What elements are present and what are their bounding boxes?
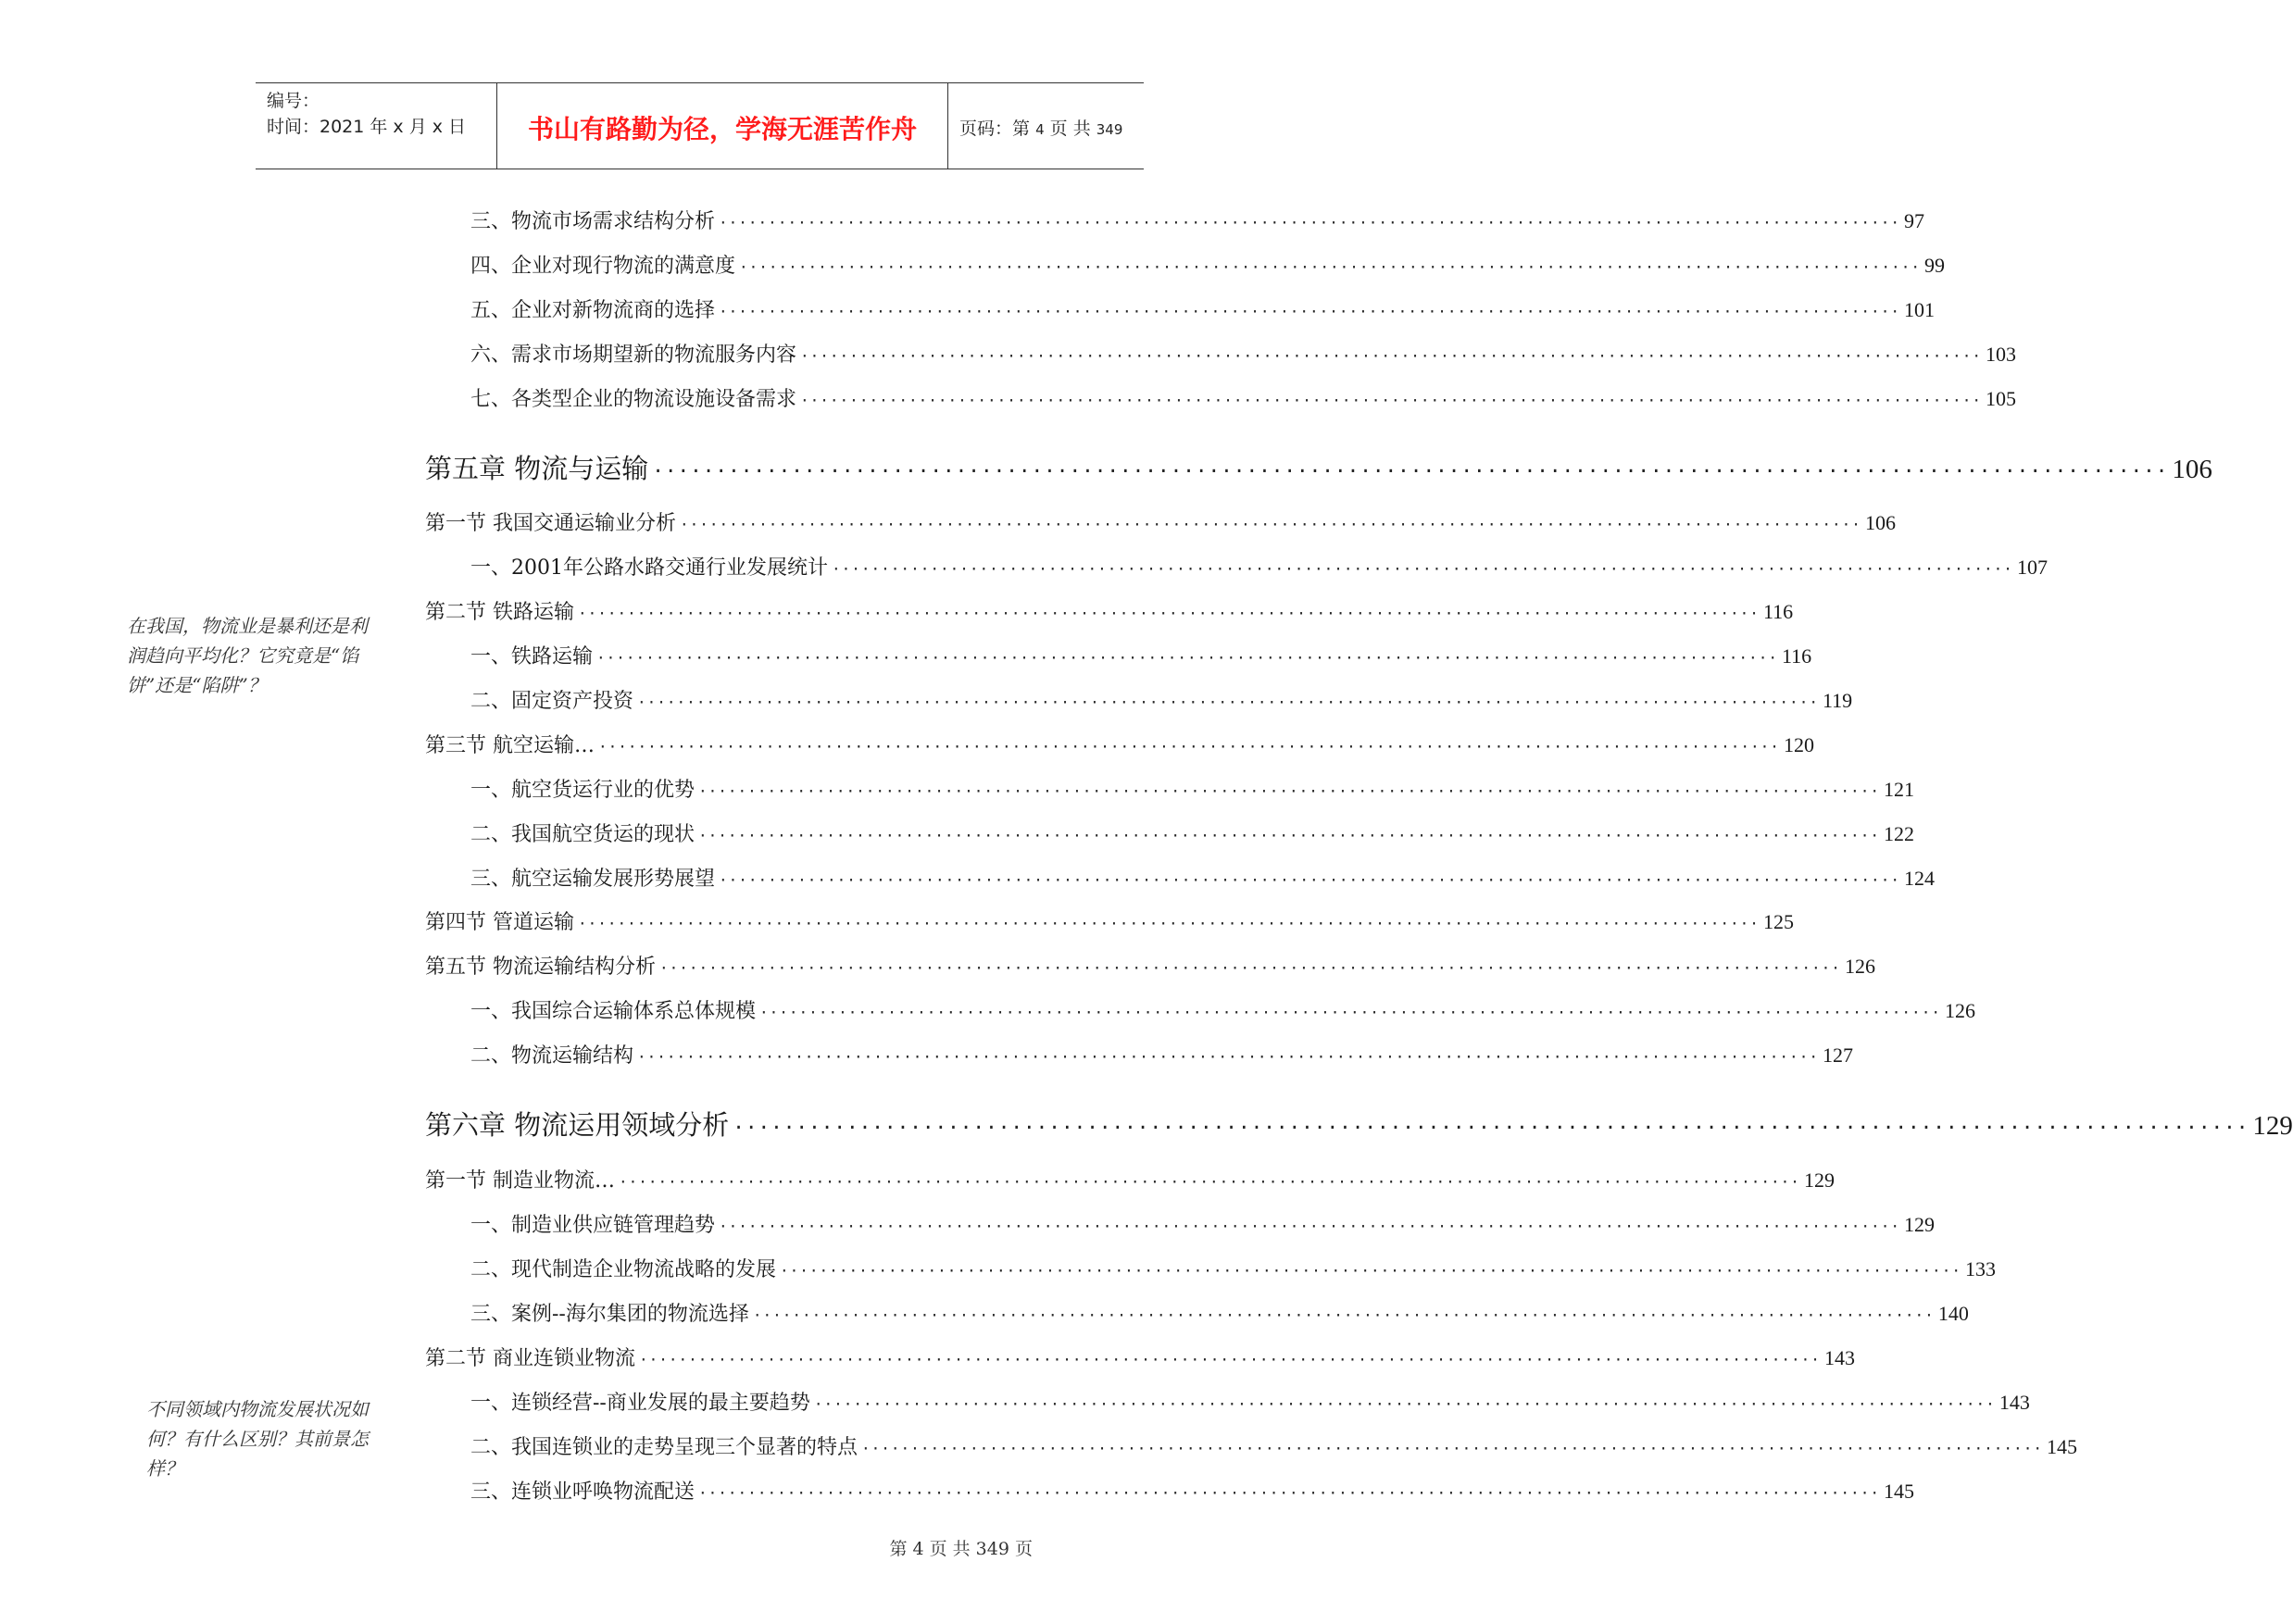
toc-chapter-entry[interactable] [425, 1105, 2293, 1143]
toc-entry-title: 第五章 物流与运输 [425, 453, 649, 484]
toc-entry-title: 第二节 铁路运输 [425, 601, 574, 624]
toc-subsection-entry[interactable] [470, 774, 1914, 803]
header-page-number [959, 115, 1122, 140]
toc-leader-dots: ························································································································ [861, 1440, 2043, 1457]
toc-section-entry[interactable] [425, 596, 1794, 625]
toc-entry-page: 116 [1781, 644, 1812, 668]
toc-entry-title: 一、2001年公路水路交通行业发展统计 [470, 556, 828, 580]
toc-subsection-entry[interactable] [470, 995, 1975, 1024]
toc-leader-dots: ························································································································ [680, 516, 1861, 533]
toc-leader-dots: ························································································································ [652, 460, 2169, 482]
toc-entry-page: 125 [1762, 910, 1794, 933]
toc-subsection-entry[interactable] [470, 1040, 1853, 1068]
toc-entry-page: 145 [1883, 1480, 1914, 1503]
toc-entry-page: 126 [1844, 955, 1875, 978]
toc-entry-title: 五、企业对新物流商的选择 [470, 299, 716, 322]
toc-entry-title: 第六章 物流运用领域分析 [425, 1109, 730, 1141]
toc-entry-title: 一、航空货运行业的优势 [470, 779, 695, 802]
toc-leader-dots: ························································································································ [733, 1117, 2249, 1139]
toc-leader-dots: ························································································································ [578, 915, 1760, 932]
page-prefix: 页码：第 [959, 119, 1031, 139]
toc-entry-page: 101 [1903, 298, 1935, 321]
toc-entry-page: 97 [1903, 209, 1924, 232]
page-footer: 第 4 页 共 349 页 [889, 1539, 1033, 1559]
toc-leader-dots: ························································································································ [780, 1262, 1961, 1280]
toc-entry-page: 124 [1903, 867, 1935, 890]
toc-section-entry[interactable] [425, 906, 1794, 935]
toc-entry-title: 二、固定资产投资 [470, 690, 634, 713]
toc-entry-title: 三、案例--海尔集团的物流选择 [470, 1303, 749, 1326]
toc-subsection-entry[interactable] [470, 552, 2048, 581]
toc-subsection-entry[interactable] [470, 1298, 1969, 1327]
toc-leader-dots: ························································································································ [752, 1306, 1935, 1324]
toc-section-entry[interactable] [425, 507, 1896, 536]
toc-subsection-entry[interactable] [470, 1476, 1914, 1505]
header-meta [256, 83, 496, 169]
toc-section-entry[interactable] [425, 1165, 1835, 1193]
toc-entry-page: 107 [2016, 556, 2048, 579]
toc-entry-page: 140 [1937, 1302, 1969, 1325]
toc-entry-title: 二、我国航空货运的现状 [470, 823, 695, 846]
toc-entry-page: 127 [1822, 1043, 1853, 1067]
toc-leader-dots: ························································································································ [596, 649, 1778, 667]
toc-entry-title: 第五节 物流运输结构分析 [425, 956, 656, 979]
document-number-label: 编号： [267, 91, 320, 111]
document-time-label: 时间：2021 年 x 月 x 日 [267, 117, 467, 137]
toc-leader-dots: ························································································································ [719, 871, 1900, 889]
toc-subsection-entry[interactable] [470, 685, 1853, 714]
toc-entry-title: 六、需求市场期望新的物流服务内容 [470, 344, 797, 367]
toc-leader-dots: ························································································································ [598, 738, 1780, 756]
toc-leader-dots: ························································································································ [832, 560, 2013, 578]
toc-entry-page: 126 [1944, 999, 1975, 1022]
page-total: 349 [1096, 121, 1123, 138]
page-header [256, 82, 1144, 169]
toc-leader-dots: ························································································································ [719, 303, 1900, 320]
toc-entry-title: 一、连锁经营--商业发展的最主要趋势 [470, 1392, 810, 1415]
toc-entry-title: 一、制造业供应链管理趋势 [470, 1214, 716, 1237]
toc-subsection-entry[interactable] [470, 339, 2016, 368]
toc-entry-page: 129 [2252, 1111, 2293, 1141]
toc-entry-page: 120 [1783, 733, 1814, 756]
toc-subsection-entry[interactable] [470, 1209, 1935, 1238]
toc-entry-page: 129 [1803, 1168, 1835, 1192]
toc-entry-page: 106 [2172, 455, 2212, 484]
toc-leader-dots: ························································································································ [619, 1173, 1800, 1191]
toc-entry-page: 129 [1903, 1213, 1935, 1236]
toc-entry-title: 第一节 制造业物流… [425, 1169, 615, 1193]
toc-leader-dots: ························································································································ [698, 782, 1880, 800]
toc-section-entry[interactable] [425, 951, 1875, 980]
toc-subsection-entry[interactable] [470, 1254, 1996, 1282]
toc-leader-dots: ························································································································ [698, 1484, 1880, 1502]
toc-entry-title: 第一节 我国交通运输业分析 [425, 512, 676, 535]
toc-entry-page: 99 [1923, 254, 1945, 277]
toc-leader-dots: ························································································································ [637, 1048, 1819, 1066]
toc-entry-page: 105 [1985, 387, 2016, 410]
toc-subsection-entry[interactable] [470, 294, 1935, 323]
toc-entry-title: 二、现代制造企业物流战略的发展 [470, 1258, 777, 1281]
toc-leader-dots: ························································································································ [719, 214, 1900, 231]
toc-leader-dots: ························································································································ [639, 1351, 1821, 1368]
toc-entry-page: 106 [1864, 511, 1896, 534]
toc-subsection-entry[interactable] [470, 1431, 2077, 1460]
toc-entry-page: 133 [1964, 1257, 1996, 1280]
toc-entry-page: 116 [1762, 600, 1794, 623]
toc-entry-page: 143 [1999, 1391, 2030, 1414]
toc-entry-title: 三、物流市场需求结构分析 [470, 210, 716, 233]
toc-section-entry[interactable] [425, 1343, 1855, 1371]
header-motto: 书山有路勤为径，学海无涯苦作舟 [527, 114, 917, 144]
page-current: 4 [1035, 121, 1045, 138]
toc-subsection-entry[interactable] [470, 863, 1935, 892]
toc-leader-dots: ························································································································ [800, 392, 1982, 409]
toc-entry-page: 143 [1823, 1346, 1855, 1369]
toc-entry-title: 三、连锁业呼唤物流配送 [470, 1480, 695, 1504]
toc-entry-page: 103 [1985, 343, 2016, 366]
toc-subsection-entry[interactable] [470, 818, 1914, 847]
toc-section-entry[interactable] [425, 730, 1814, 758]
toc-entry-title: 二、物流运输结构 [470, 1044, 634, 1068]
toc-chapter-entry[interactable] [425, 448, 2212, 486]
toc-entry-title: 第二节 商业连锁业物流 [425, 1347, 635, 1370]
toc-entry-title: 七、各类型企业的物流设施设备需求 [470, 388, 797, 411]
toc-leader-dots: ························································································································ [759, 1004, 1941, 1021]
toc-leader-dots: ························································································································ [800, 347, 1982, 365]
toc-leader-dots: ························································································································ [813, 1395, 1996, 1413]
toc-entry-page: 122 [1883, 822, 1914, 845]
toc-leader-dots: ························································································································ [698, 827, 1880, 844]
toc-entry-title: 四、企业对现行物流的满意度 [470, 255, 736, 278]
toc-leader-dots: ························································································································ [637, 693, 1819, 711]
header-page-cell [948, 83, 1144, 169]
page-middle: 页 共 [1049, 119, 1091, 139]
toc-entry-title: 第四节 管道运输 [425, 911, 574, 934]
toc-leader-dots: ························································································································ [719, 1218, 1900, 1235]
header-motto-cell [496, 83, 948, 169]
toc-subsection-entry[interactable] [470, 383, 2016, 412]
side-note-profit: 在我国，物流业是暴利还是利润趋向平均化？它究竟是“馅饼”还是“陷阱”？ [127, 615, 368, 696]
toc-entry-title: 二、我国连锁业的走势呈现三个显著的特点 [470, 1436, 858, 1459]
toc-entry-page: 145 [2046, 1435, 2077, 1458]
toc-leader-dots: ························································································································ [739, 258, 1921, 276]
toc-entry-page: 121 [1883, 778, 1914, 801]
toc-subsection-entry[interactable] [470, 641, 1812, 669]
toc-entry-title: 一、我国综合运输体系总体规模 [470, 1000, 757, 1023]
toc-subsection-entry[interactable] [470, 1387, 2030, 1416]
side-note-domains: 不同领域内物流发展状况如何？有什么区别？其前景怎样？ [146, 1398, 369, 1480]
toc-subsection-entry[interactable] [470, 206, 1924, 234]
toc-entry-title: 第三节 航空运输… [425, 734, 595, 757]
toc-entry-title: 三、航空运输发展形势展望 [470, 868, 716, 891]
toc-subsection-entry[interactable] [470, 250, 1945, 279]
toc-entry-page: 119 [1822, 689, 1853, 712]
toc-entry-title: 一、铁路运输 [470, 645, 594, 668]
toc-leader-dots: ························································································································ [659, 959, 1841, 977]
toc-leader-dots: ························································································································ [578, 605, 1760, 622]
